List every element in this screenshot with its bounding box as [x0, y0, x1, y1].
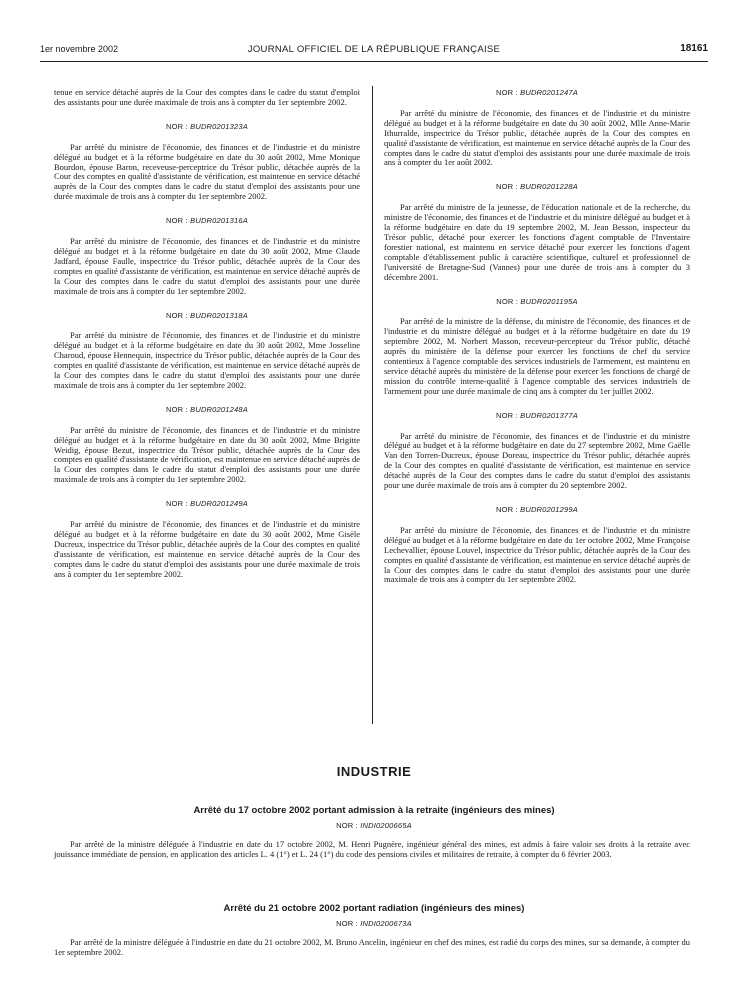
header-rule: [40, 61, 708, 62]
nor-code: BUDR0201228A: [520, 182, 578, 192]
nor-label: NOR :: [166, 121, 191, 131]
nor-code: BUDR0201377A: [520, 410, 578, 420]
left-column: [54, 88, 360, 580]
entry-text: Par arrêté du ministre de l'économie, des finances et de l'industrie et du ministre délégué au budget et à la réforme budgétaire en date du 30 août 2002, Mme Claude Jadfard, épouse Faulle, inspectrice du Trésor public, détachée auprès de la Cour des comptes en qualité d'assistante de vérification, est maintenue en service détaché auprès de la Cour des comptes dans le cadre du statut d'emploi des assistants pour une durée maximale de trois ans à compter du 1er septembre 2002.: [54, 236, 360, 296]
nor-code: BUDR0201316A: [190, 216, 248, 226]
arrete-body: [54, 840, 690, 860]
entry-text: tenue en service détaché auprès de la Cour des comptes dans le cadre du statut d'emploi des assistants pour une durée maximale de trois ans à compter du 1er septembre 2002.: [54, 87, 360, 107]
nor-reference: [384, 505, 690, 515]
nor-reference: [54, 405, 360, 415]
nor-code: BUDR0201247A: [520, 88, 578, 97]
nor-code: INDI0200673A: [360, 919, 412, 928]
nor-code: BUDR0201299A: [520, 505, 578, 514]
arrete-body: [54, 938, 690, 958]
page-number: 18161: [680, 43, 708, 54]
nor-code: INDI0200665A: [360, 821, 412, 830]
issue-date: 1er novembre 2002: [40, 44, 119, 54]
nor-label: NOR :: [336, 919, 361, 928]
nor-label: NOR :: [496, 296, 521, 306]
nor-label: NOR :: [166, 216, 191, 226]
entry-text: Par arrêté du ministre de l'économie, des finances et de l'industrie et du ministre délégué au budget et à la réforme budgétaire en date du 30 août 2002, Mme Monique Bourdon, épouse Baron, receveuse-perceptrice du Trésor public, détachée auprès de la Cour des comptes en qualité d'assistante de vérification, est maintenue en service détaché auprès de la Cour des comptes dans le cadre du statut d'emploi des assistants pour une durée maximale de trois ans à compter du 1er septembre 2002.: [54, 141, 360, 202]
nor-reference: [54, 311, 360, 321]
nor-label: NOR :: [336, 821, 361, 830]
entry-text: Par arrêté du ministre de l'économie, des finances et de l'industrie et du ministre délégué au budget et à la réforme budgétaire en date du 1er octobre 2002, Mme Françoise Lechevallier, épouse Louvel, inspectrice du Trésor public, détachée auprès de la Cour des comptes en qualité d'assistante de vérification, est maintenue en service détaché auprès de la Cour des comptes dans le cadre du statut d'emploi des assistants pour une durée maximale de trois ans à compter du 1er septembre 2002.: [384, 524, 690, 585]
nor-label: NOR :: [496, 182, 521, 192]
nor-label: NOR :: [496, 88, 521, 97]
column-divider: [372, 86, 373, 724]
entry-text: Par arrêté du ministre de l'économie, des finances et de l'industrie et du ministre délégué au budget et à la réforme budgétaire en date du 27 septembre 2002, Mme Gaëlle Van den Torren-Ducreux, épouse Doreau, inspectrice du Trésor public, détachée auprès de la Cour des comptes en qualité d'assistante de vérification, est maintenue en service détaché auprès de la Cour des comptes dans le cadre du statut d'emploi des assistants pour une durée maximale de trois ans à compter du 20 septembre 2002.: [384, 430, 690, 491]
nor-label: NOR :: [166, 404, 191, 414]
nor-reference: [54, 499, 360, 509]
nor-code: BUDR0201249A: [190, 499, 248, 509]
nor-label: NOR :: [166, 310, 191, 320]
nor-reference: [384, 411, 690, 421]
nor-code: BUDR0201195A: [520, 296, 578, 306]
page-header: [40, 44, 708, 58]
nor-reference: [54, 216, 360, 226]
entry-text: Par arrêté de la ministre déléguée à l'industrie en date du 21 octobre 2002, M. Bruno Ancelin, ingénieur en chef des mines, est radié du corps des mines, sur sa demande, à compter du 1er septembre 2002.: [54, 937, 690, 957]
right-column: [384, 88, 690, 585]
nor-label: NOR :: [496, 410, 521, 420]
nor-reference: [0, 919, 748, 928]
nor-code: BUDR0201318A: [190, 310, 248, 320]
journal-title: JOURNAL OFFICIEL DE LA RÉPUBLIQUE FRANÇAISE: [247, 44, 501, 55]
entry-text: Par arrêté du ministre de l'économie, des finances et de l'industrie et du ministre délégué au budget et à la réforme budgétaire en date du 30 août 2002, Mme Josseline Charoud, épouse Hennequin, inspectrice du Trésor public, détachée auprès de la Cour des comptes en qualité d'assistante de vérification, est maintenue en service détaché auprès de la Cour des comptes dans le cadre du statut d'emploi des assistants pour une durée maximale de trois ans à compter du 1er septembre 2002.: [54, 330, 360, 390]
nor-code: BUDR0201323A: [190, 121, 248, 131]
nor-reference: [54, 122, 360, 132]
entry-text: Par arrêté du ministre de la jeunesse, de l'éducation nationale et de la recherche, du ministre de l'économie, des finances et de l'industrie et du ministre délégué au budget et à la réforme budgétaire en date du 19 septembre 2002, M. Jean Besson, inspecteur du Trésor public, détaché pour exercer les fonctions d'agent comptable de l'Inventaire forestier national, est maintenu en service détaché pour exercer les fonctions d'agent comptable d'établissement public à caractère scientifique, culturel et professionnel de l'université de Bretagne-Sud (Vannes) pour une durée de trois ans à compter du 3 décembre 2001.: [384, 202, 690, 282]
entry-text: Par arrêté de la ministre déléguée à l'industrie en date du 17 octobre 2002, M. Henri Pugnère, ingénieur général des mines, est admis à faire valoir ses droits à la retraite avec jouissance immédiate de pension, en application des articles L. 4 (1°) et L. 24 (1°) du code des pensions civiles et militaires de retraite, à compter du 6 février 2003.: [54, 839, 690, 859]
entry-text: Par arrêté de la ministre de la défense, du ministre de l'économie, des finances et de l'industrie et du ministre délégué au budget et à la réforme budgétaire en date du 19 septembre 2002, M. Norbert Masson, receveur-percepteur du Trésor public, détaché auprès du ministère de la défense pour exercer les fonctions de chef du service contentieux à l'agence comptable des services industriels de l'armement, est maintenu en service détaché auprès du ministère de la défense pour exercer les fonctions de chargé de mission du contrôle interne-qualité à l'agence comptable des services industriels de l'armement pour une durée maximale de cinq ans à compter du 1er juillet 2002.: [384, 316, 690, 396]
nor-reference: [384, 297, 690, 307]
arrete-title: Arrêté du 21 octobre 2002 portant radiation (ingénieurs des mines): [223, 903, 525, 914]
nor-code: BUDR0201248A: [190, 404, 248, 414]
nor-label: NOR :: [496, 505, 521, 514]
nor-reference: [0, 821, 748, 830]
section-heading: INDUSTRIE: [336, 764, 412, 779]
nor-reference: [384, 182, 690, 192]
entry-text: Par arrêté du ministre de l'économie, des finances et de l'industrie et du ministre délégué au budget et à la réforme budgétaire en date du 30 août 2002, Mme Gisèle Ducreux, inspectrice du Trésor public, détachée auprès de la Cour des comptes en qualité d'assistante de vérification, est maintenue en service détaché auprès de la Cour des comptes dans le cadre du statut d'emploi des assistants pour une durée maximale de trois ans à compter du 1er septembre 2002.: [54, 519, 360, 579]
entry-text: Par arrêté du ministre de l'économie, des finances et de l'industrie et du ministre délégué au budget et à la réforme budgétaire en date du 30 août 2002, Mlle Anne-Marie Ithurralde, inspectrice du Trésor public, détachée auprès de la Cour des comptes en qualité d'assistante de vérification, est maintenue en service détaché auprès de la Cour des comptes dans le cadre du statut d'emploi des assistants pour une durée maximale de trois ans à compter du 1er août 2002.: [384, 107, 690, 168]
nor-label: NOR :: [166, 499, 191, 509]
nor-reference: [384, 88, 690, 98]
arrete-title: Arrêté du 17 octobre 2002 portant admission à la retraite (ingénieurs des mines): [193, 805, 555, 816]
entry-text: Par arrêté du ministre de l'économie, des finances et de l'industrie et du ministre délégué au budget et à la réforme budgétaire en date du 30 août 2002, Mme Brigitte Weidig, épouse Bezut, inspectrice du Trésor public, détachée auprès de la Cour des comptes en qualité d'assistante de vérification, est maintenue en service détaché auprès de la Cour des comptes dans le cadre du statut d'emploi des assistants pour une durée maximale de trois ans à compter du 1er septembre 2002.: [54, 424, 360, 485]
